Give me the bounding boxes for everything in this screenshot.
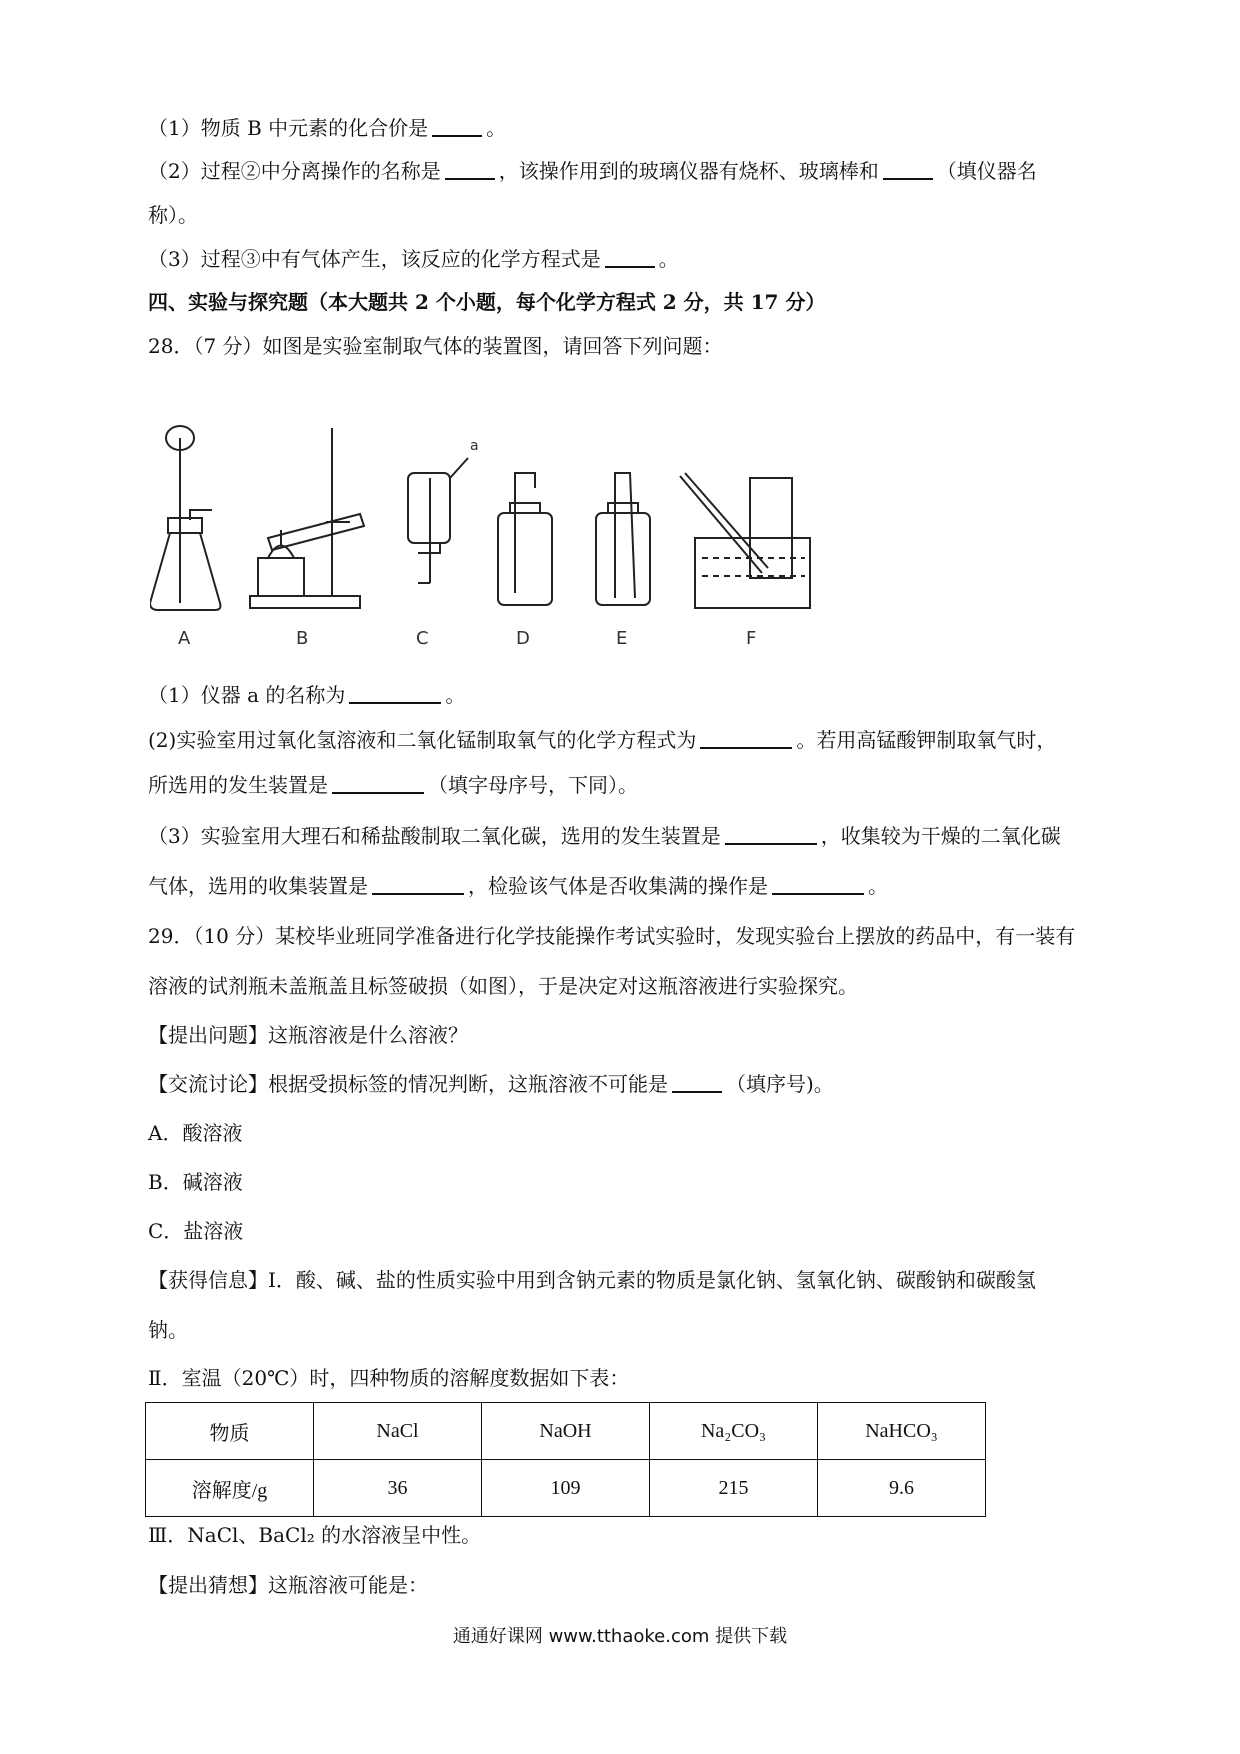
figure-label-a: A [178,628,191,649]
page-footer: 通通好课网 www.tthaoke.com 提供下载 [452,1626,788,1647]
q28-sub2-line2: 所选用的发生装置是 （填字母序号，下同）。 [148,773,638,797]
answer-blank[interactable] [772,873,864,895]
answer-blank[interactable] [725,823,817,845]
apparatus-c [408,458,468,583]
figure-label-f: F [746,628,757,649]
table-row [146,1460,986,1517]
q29-option-a: A．酸溶液 [148,1121,243,1145]
q29-option-b: B．碱溶液 [148,1170,243,1194]
answer-blank[interactable] [605,246,655,268]
answer-blank[interactable] [700,727,792,749]
figure-label-d: D [516,628,530,649]
q29-discuss: 【交流讨论】根据受损标签的情况判断，这瓶溶液不可能是 （填序号)。 [148,1072,834,1096]
apparatus-b [250,428,364,608]
figure-label-c: C [416,628,429,649]
apparatus-d [498,473,552,605]
figure-label-b: B [296,628,309,649]
table-cell: NaHCO₃ [818,1403,986,1460]
table-cell: Na₂CO₃ [650,1403,818,1460]
apparatus-drawing [150,418,930,648]
q29-info1-line1: 【获得信息】Ⅰ．酸、碱、盐的性质实验中用到含钠元素的物质是氯化钠、氢氧化钠、碳酸钠和碳酸氢 [148,1268,1036,1292]
q28-sub2-line1: (2)实验室用过氧化氢溶液和二氧化锰制取氧气的化学方程式为 。若用高锰酸钾制取氧气时， [148,728,1057,752]
table-cell: 36 [314,1460,482,1517]
q29-option-c: C．盐溶液 [148,1219,244,1243]
apparatus-a [150,426,220,610]
q28-stem: 28．（7 分）如图是实验室制取气体的装置图，请回答下列问题： [148,334,723,358]
q28-sub3-line1: （3）实验室用大理石和稀盐酸制取二氧化碳，选用的发生装置是 ，收集较为干燥的二氧化碳 [148,824,1061,848]
answer-blank[interactable] [372,873,464,895]
table-row [146,1403,986,1460]
answer-blank[interactable] [332,772,424,794]
section-heading: 四、实验与探究题（本大题共 2 个小题，每个化学方程式 2 分，共 17 分） [148,290,826,314]
apparatus-e [596,473,650,605]
q29-info2: Ⅱ．室温（20℃）时，四种物质的溶解度数据如下表： [148,1366,630,1390]
table-cell: 溶解度/g [146,1460,314,1517]
q27-sub1: （1）物质 B 中元素的化合价是 。 [148,116,507,140]
q27-sub2-line2: 称）。 [148,203,198,227]
answer-blank[interactable] [883,158,933,180]
apparatus-figure [150,418,930,648]
q27-sub3: （3）过程③中有气体产生，该反应的化学方程式是 。 [148,247,679,271]
apparatus-f [680,473,810,608]
q27-sub2-line1: （2）过程②中分离操作的名称是 ，该操作用到的玻璃仪器有烧杯、玻璃棒和 （填仪器名 [148,159,1037,183]
q29-stem-line2: 溶液的试剂瓶未盖瓶盖且标签破损（如图），于是决定对这瓶溶液进行实验探究。 [148,974,858,998]
q29-stem-line1: 29．（10 分）某校毕业班同学准备进行化学技能操作考试实验时，发现实验台上摆放的药品中，有一装有 [148,924,1076,948]
answer-blank[interactable] [349,682,441,704]
answer-blank[interactable] [445,158,495,180]
q29-info1-line2: 钠。 [148,1318,188,1342]
table-cell: NaOH [482,1403,650,1460]
table-cell: 109 [482,1460,650,1517]
figure-label-e: E [616,628,628,649]
table-cell: 215 [650,1460,818,1517]
solubility-table [145,1402,986,1517]
q29-guess: 【提出猜想】这瓶溶液可能是： [148,1573,428,1597]
q29-ask: 【提出问题】这瓶溶液是什么溶液？ [148,1023,468,1047]
q28-sub1: （1）仪器 a 的名称为 。 [148,683,466,707]
q29-info3: Ⅲ．NaCl、BaCl₂ 的水溶液呈中性。 [148,1523,482,1547]
answer-blank[interactable] [432,115,482,137]
q28-sub3-line2: 气体，选用的收集装置是 ，检验该气体是否收集满的操作是 。 [148,874,888,898]
table-cell: NaCl [314,1403,482,1460]
table-cell: 物质 [146,1403,314,1460]
table-cell: 9.6 [818,1460,986,1517]
figure-marker-a: a [470,438,479,454]
answer-blank[interactable] [672,1071,722,1093]
